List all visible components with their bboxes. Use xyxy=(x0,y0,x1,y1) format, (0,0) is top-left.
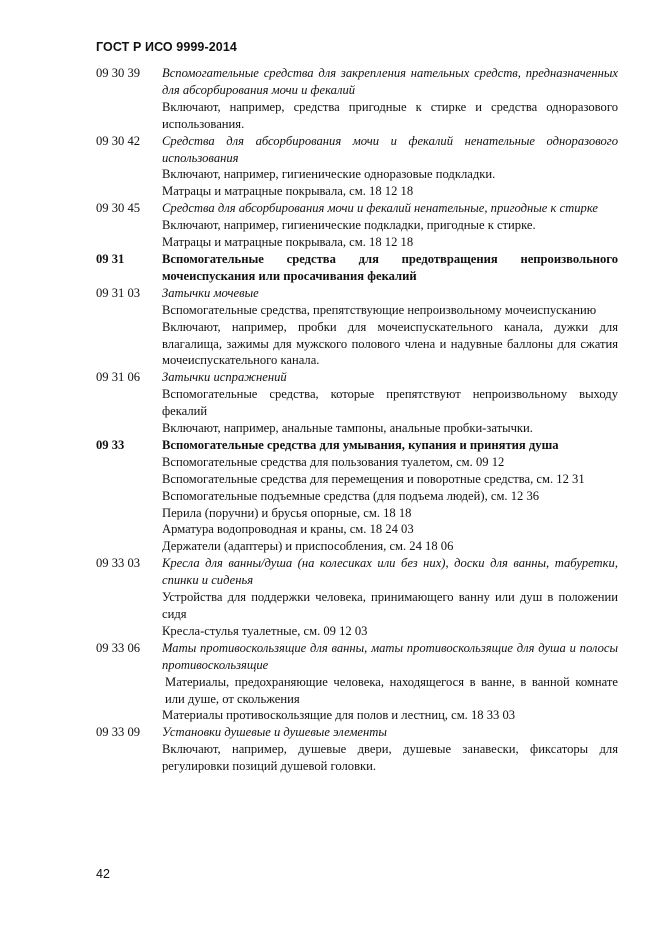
entry-note: Включают, например, пробки для мочеиспускательного канала, дужки для влагалища, зажимы для мужского полового члена и надувные баллоны для сжатия мочеиспускательного канала. xyxy=(162,319,618,368)
entry-09-30-42 xyxy=(96,133,618,201)
entry-title: Маты противоскользящие для ванны, маты противоскользящие для душа и полосы противоскользящие xyxy=(162,640,618,672)
entry-code: 09 33 06 xyxy=(96,640,141,655)
entry-note: Матрацы и матрацные покрывала, см. 18 12 18 xyxy=(162,235,414,250)
entry-09-33-06 xyxy=(96,640,618,725)
entry-title: Вспомогательные средства для закрепления нательных средств, предназначенных для абсорбирования мочи и фекалий xyxy=(162,66,618,97)
group-code: 09 33 xyxy=(96,437,125,452)
entry-code: 09 30 42 xyxy=(96,133,141,148)
entry-title: Средства для абсорбирования мочи и фекалий ненательные одноразового использования xyxy=(162,133,618,165)
group-title: Вспомогательные средства для умывания, купания и принятия душа xyxy=(162,437,559,452)
entry-code: 09 33 03 xyxy=(96,556,141,571)
entry-note: Вспомогательные средства, препятствующие непроизвольному мочеиспусканию xyxy=(162,302,597,317)
group-09-33 xyxy=(96,437,618,555)
entry-code: 09 30 45 xyxy=(96,201,141,216)
entry-note: Арматура водопроводная и краны, см. 18 24 03 xyxy=(162,522,414,537)
entry-title: Установки душевые и душевые элементы xyxy=(162,725,387,740)
entry-note: Вспомогательные средства, которые препятствуют непроизвольному выходу фекалий xyxy=(162,387,618,419)
entry-note: Кресла-стулья туалетные, см. 09 12 03 xyxy=(162,623,368,638)
entry-title: Средства для абсорбирования мочи и фекалий ненательные, пригодные к стирке xyxy=(162,201,598,216)
entry-note: Материалы противоскользящие для полов и лестниц, см. 18 33 03 xyxy=(162,708,516,723)
entry-09-30-39 xyxy=(96,65,618,133)
entry-09-33-03 xyxy=(96,555,618,640)
entry-code: 09 31 06 xyxy=(96,370,141,385)
entry-code: 09 30 39 xyxy=(96,66,141,80)
entry-code: 09 31 03 xyxy=(96,285,141,300)
group-09-31 xyxy=(96,251,618,285)
entry-title: Затычки мочевые xyxy=(162,285,259,300)
entry-note: Вспомогательные подъемные средства (для подъема людей), см. 12 36 xyxy=(162,488,540,503)
entry-note: Матрацы и матрацные покрывала, см. 18 12 18 xyxy=(162,184,414,199)
entry-note: Вспомогательные средства для перемещения и поворотные средства, см. 12 31 xyxy=(162,471,585,486)
entry-note: Держатели (адаптеры) и приспособления, см. 24 18 06 xyxy=(162,539,454,554)
entry-09-31-03 xyxy=(96,285,618,370)
entry-note: Перила (поручни) и брусья опорные, см. 18 18 xyxy=(162,505,412,520)
entry-note: Включают, например, анальные тампоны, анальные пробки-затычки. xyxy=(162,421,533,436)
entry-note: Включают, например, средства пригодные к стирке и средства одноразового использования. xyxy=(162,99,618,131)
entry-note: Материалы, предохраняющие человека, находящегося в ванне, в ванной комнате или душе, от скольжения xyxy=(165,674,618,706)
group-code: 09 31 xyxy=(96,251,125,266)
entry-note: Включают, например, гигиенические подкладки, пригодные к стирке. xyxy=(162,218,536,233)
entry-code: 09 33 09 xyxy=(96,725,141,740)
entry-title: Затычки испражнений xyxy=(162,370,287,385)
entry-note: Включают, например, душевые двери, душевые занавески, фиксаторы для регулировки позиций душевой головки. xyxy=(162,742,618,774)
entry-note: Устройства для поддержки человека, принимающего ванну или душ в положении сидя xyxy=(162,590,618,621)
entry-note: Включают, например, гигиенические одноразовые подкладки. xyxy=(162,167,496,182)
page-number: 42 xyxy=(96,867,110,881)
classification-list xyxy=(96,65,618,775)
entry-note: Вспомогательные средства для пользования туалетом, см. 09 12 xyxy=(162,454,505,469)
entry-09-30-45 xyxy=(96,200,618,251)
entry-title: Кресла для ванны/душа (на колесиках или без них), доски для ванны, табуретки, спинки и сиденья xyxy=(162,556,618,588)
document-header: ГОСТ Р ИСО 9999-2014 xyxy=(96,40,237,54)
entry-09-31-06 xyxy=(96,369,618,437)
entry-09-33-09 xyxy=(96,724,618,775)
group-title: Вспомогательные средства для предотвращения непроизвольного мочеиспускания или просачивания фекалий xyxy=(162,251,618,283)
